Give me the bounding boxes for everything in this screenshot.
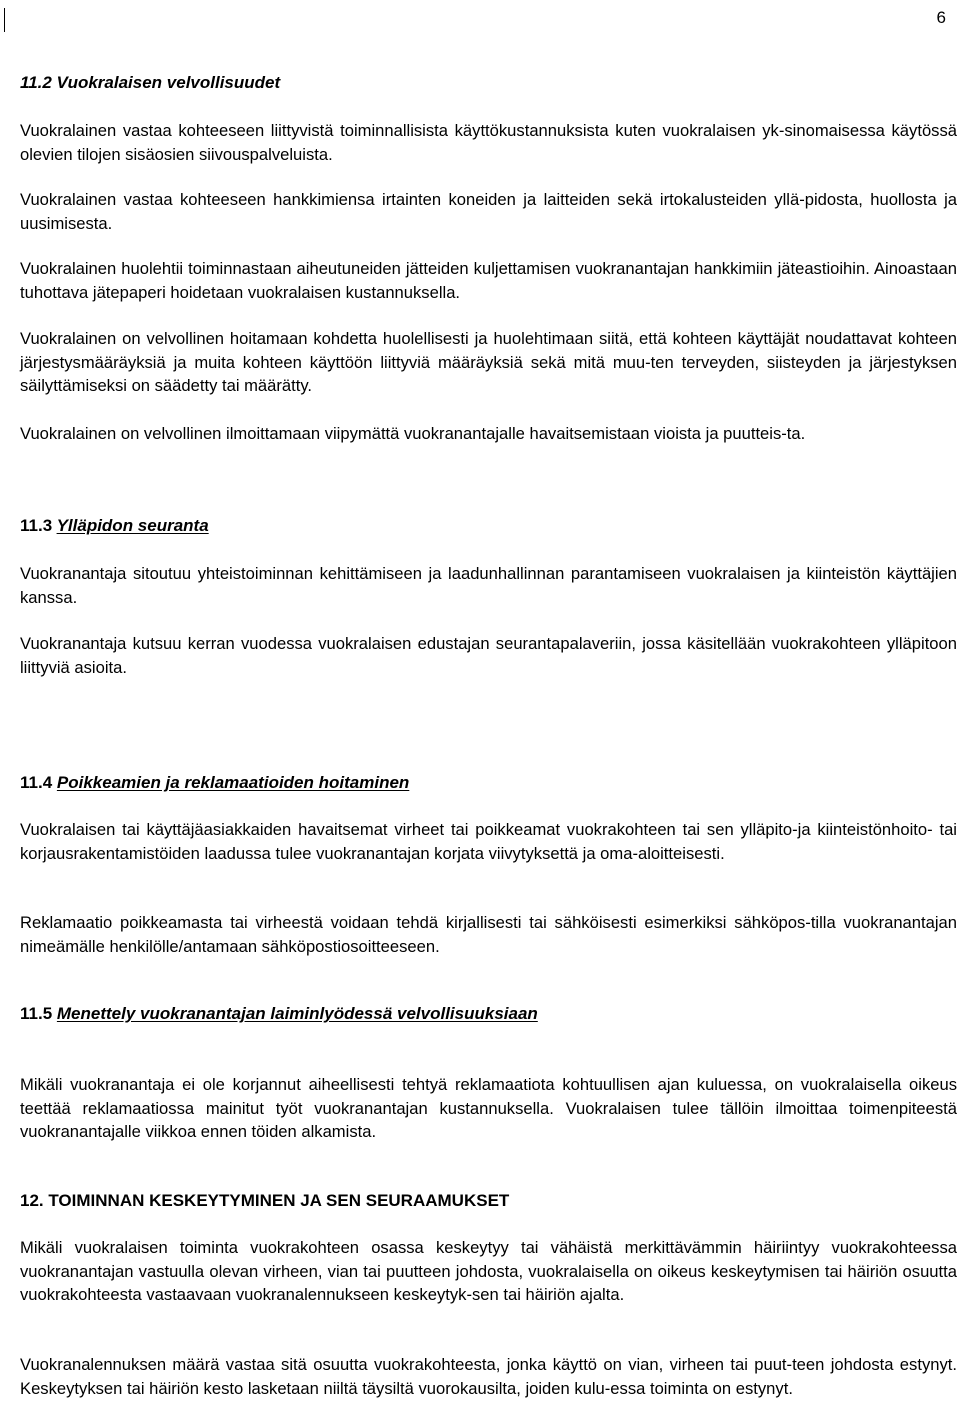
section-heading-12	[20, 1189, 509, 1213]
paragraph: Vuokranantaja kutsuu kerran vuodessa vuokralaisen edustajan seurantapalaveriin, jossa käsitellään vuokrakohteen ylläpitoon liittyviä asioita.	[20, 634, 957, 677]
paragraph: Vuokralainen vastaa kohteeseen hankkimiensa irtainten koneiden ja laitteiden sekä irtokalusteiden yllä-pidosta, huollosta ja uusimisesta.	[20, 190, 957, 233]
paragraph: Vuokranalennuksen määrä vastaa sitä osuutta vuokrakohteesta, jonka käyttö on vian, virheen tai puut-teen johdosta estynyt. Keskeytyksen tai häiriön kesto lasketaan niiltä täysiltä vuorokausilta, joiden kulu-essa toiminta on estynyt.	[20, 1355, 957, 1398]
section-heading-11-5	[20, 1002, 538, 1026]
paragraph: Vuokralainen vastaa kohteeseen liittyvistä toiminnallisista käyttökustannuksista kuten vuokralaisen yk-sinomaisessa käytössä olevien tilojen sisäosien siivouspalveluista.	[20, 121, 957, 164]
section-heading-11-2	[20, 71, 280, 95]
section-heading-text: 11.2 Vuokralaisen velvollisuudet	[20, 73, 281, 92]
paragraph: Vuokralainen on velvollinen ilmoittamaan viipymättä vuokranantajalle havaitsemistaan vioista ja puutteis-ta.	[20, 424, 806, 443]
paragraph: Mikäli vuokralaisen toiminta vuokrakohteen osassa keskeytyy tai vähäistä merkittävämmin häiriintyy vuokrakohteessa vuokranantajan vastuulla olevan virheen, vian tai puutteen johdosta, vuokralaisella on oikeus keskeytymisen tai häiriön osuutta vuokrakohteesta vastaavaan vuokranalennukseen keskeytyk-sen tai häiriön ajalta.	[20, 1238, 957, 1305]
section-number: 11.4	[20, 773, 53, 792]
section-heading-text: 12. TOIMINNAN KESKEYTYMINEN JA SEN SEURAAMUKSET	[20, 1191, 510, 1210]
paragraph: Vuokranantaja sitoutuu yhteistoiminnan kehittämiseen ja laadunhallinnan parantamiseen vuokralaisen ja kiinteistön käyttäjien kanssa.	[20, 564, 957, 607]
section-heading-text: Menettely vuokranantajan laiminlyödessä velvollisuuksiaan	[56, 1004, 538, 1023]
section-heading-11-3	[20, 514, 209, 538]
section-heading-text: Ylläpidon seuranta	[56, 516, 209, 535]
page-number: 6	[936, 8, 946, 27]
section-heading-11-4	[20, 771, 409, 795]
paragraph: Mikäli vuokranantaja ei ole korjannut aiheellisesti tehtyä reklamaatiota kohtuullisen ajan kuluessa, on vuokralaisella oikeus teettää reklamaatiossa mainitut työt vuokranantajan kustannuksella. Vuokralaisen tulee tällöin ilmoittaa toimenpiteestä vuokranantajalle viikkoa ennen töiden alkamista.	[20, 1075, 957, 1142]
section-heading-text: Poikkeamien ja reklamaatioiden hoitaminen	[56, 773, 410, 792]
page-margin-marker	[4, 8, 5, 32]
paragraph: Vuokralaisen tai käyttäjäasiakkaiden havaitsemat virheet tai poikkeamat vuokrakohteen tai sen ylläpito-ja kiinteistönhoito- tai korjausrakentamistöiden laadussa tulee vuokranantajan korjata viivytyksettä ja oma-aloitteisesti.	[20, 820, 957, 863]
paragraph: Vuokralainen on velvollinen hoitamaan kohdetta huolellisesti ja huolehtimaan siitä, että kohteen käyttäjät noudattavat kohteen järjestysmääräyksiä ja muita kohteen käyttöön liittyviä määräyksiä sekä mitä muu-ten terveyden, siisteyden ja järjestyksen säilyttämiseksi on säädetty tai määrätty.	[20, 329, 957, 396]
paragraph: Vuokralainen huolehtii toiminnastaan aiheutuneiden jätteiden kuljettamisen vuokranantajan hankkimiin jäteastioihin. Ainoastaan tuhottava jätepaperi hoidetaan vuokralaisen kustannuksella.	[20, 259, 957, 302]
section-number: 11.5	[20, 1004, 53, 1023]
section-number: 11.3	[20, 516, 53, 535]
paragraph: Reklamaatio poikkeamasta tai virheestä voidaan tehdä kirjallisesti tai sähköisesti esimerkiksi sähköpos-tilla vuokranantajan nimeämälle henkilölle/antamaan sähköpostiosoitteeseen.	[20, 913, 957, 956]
